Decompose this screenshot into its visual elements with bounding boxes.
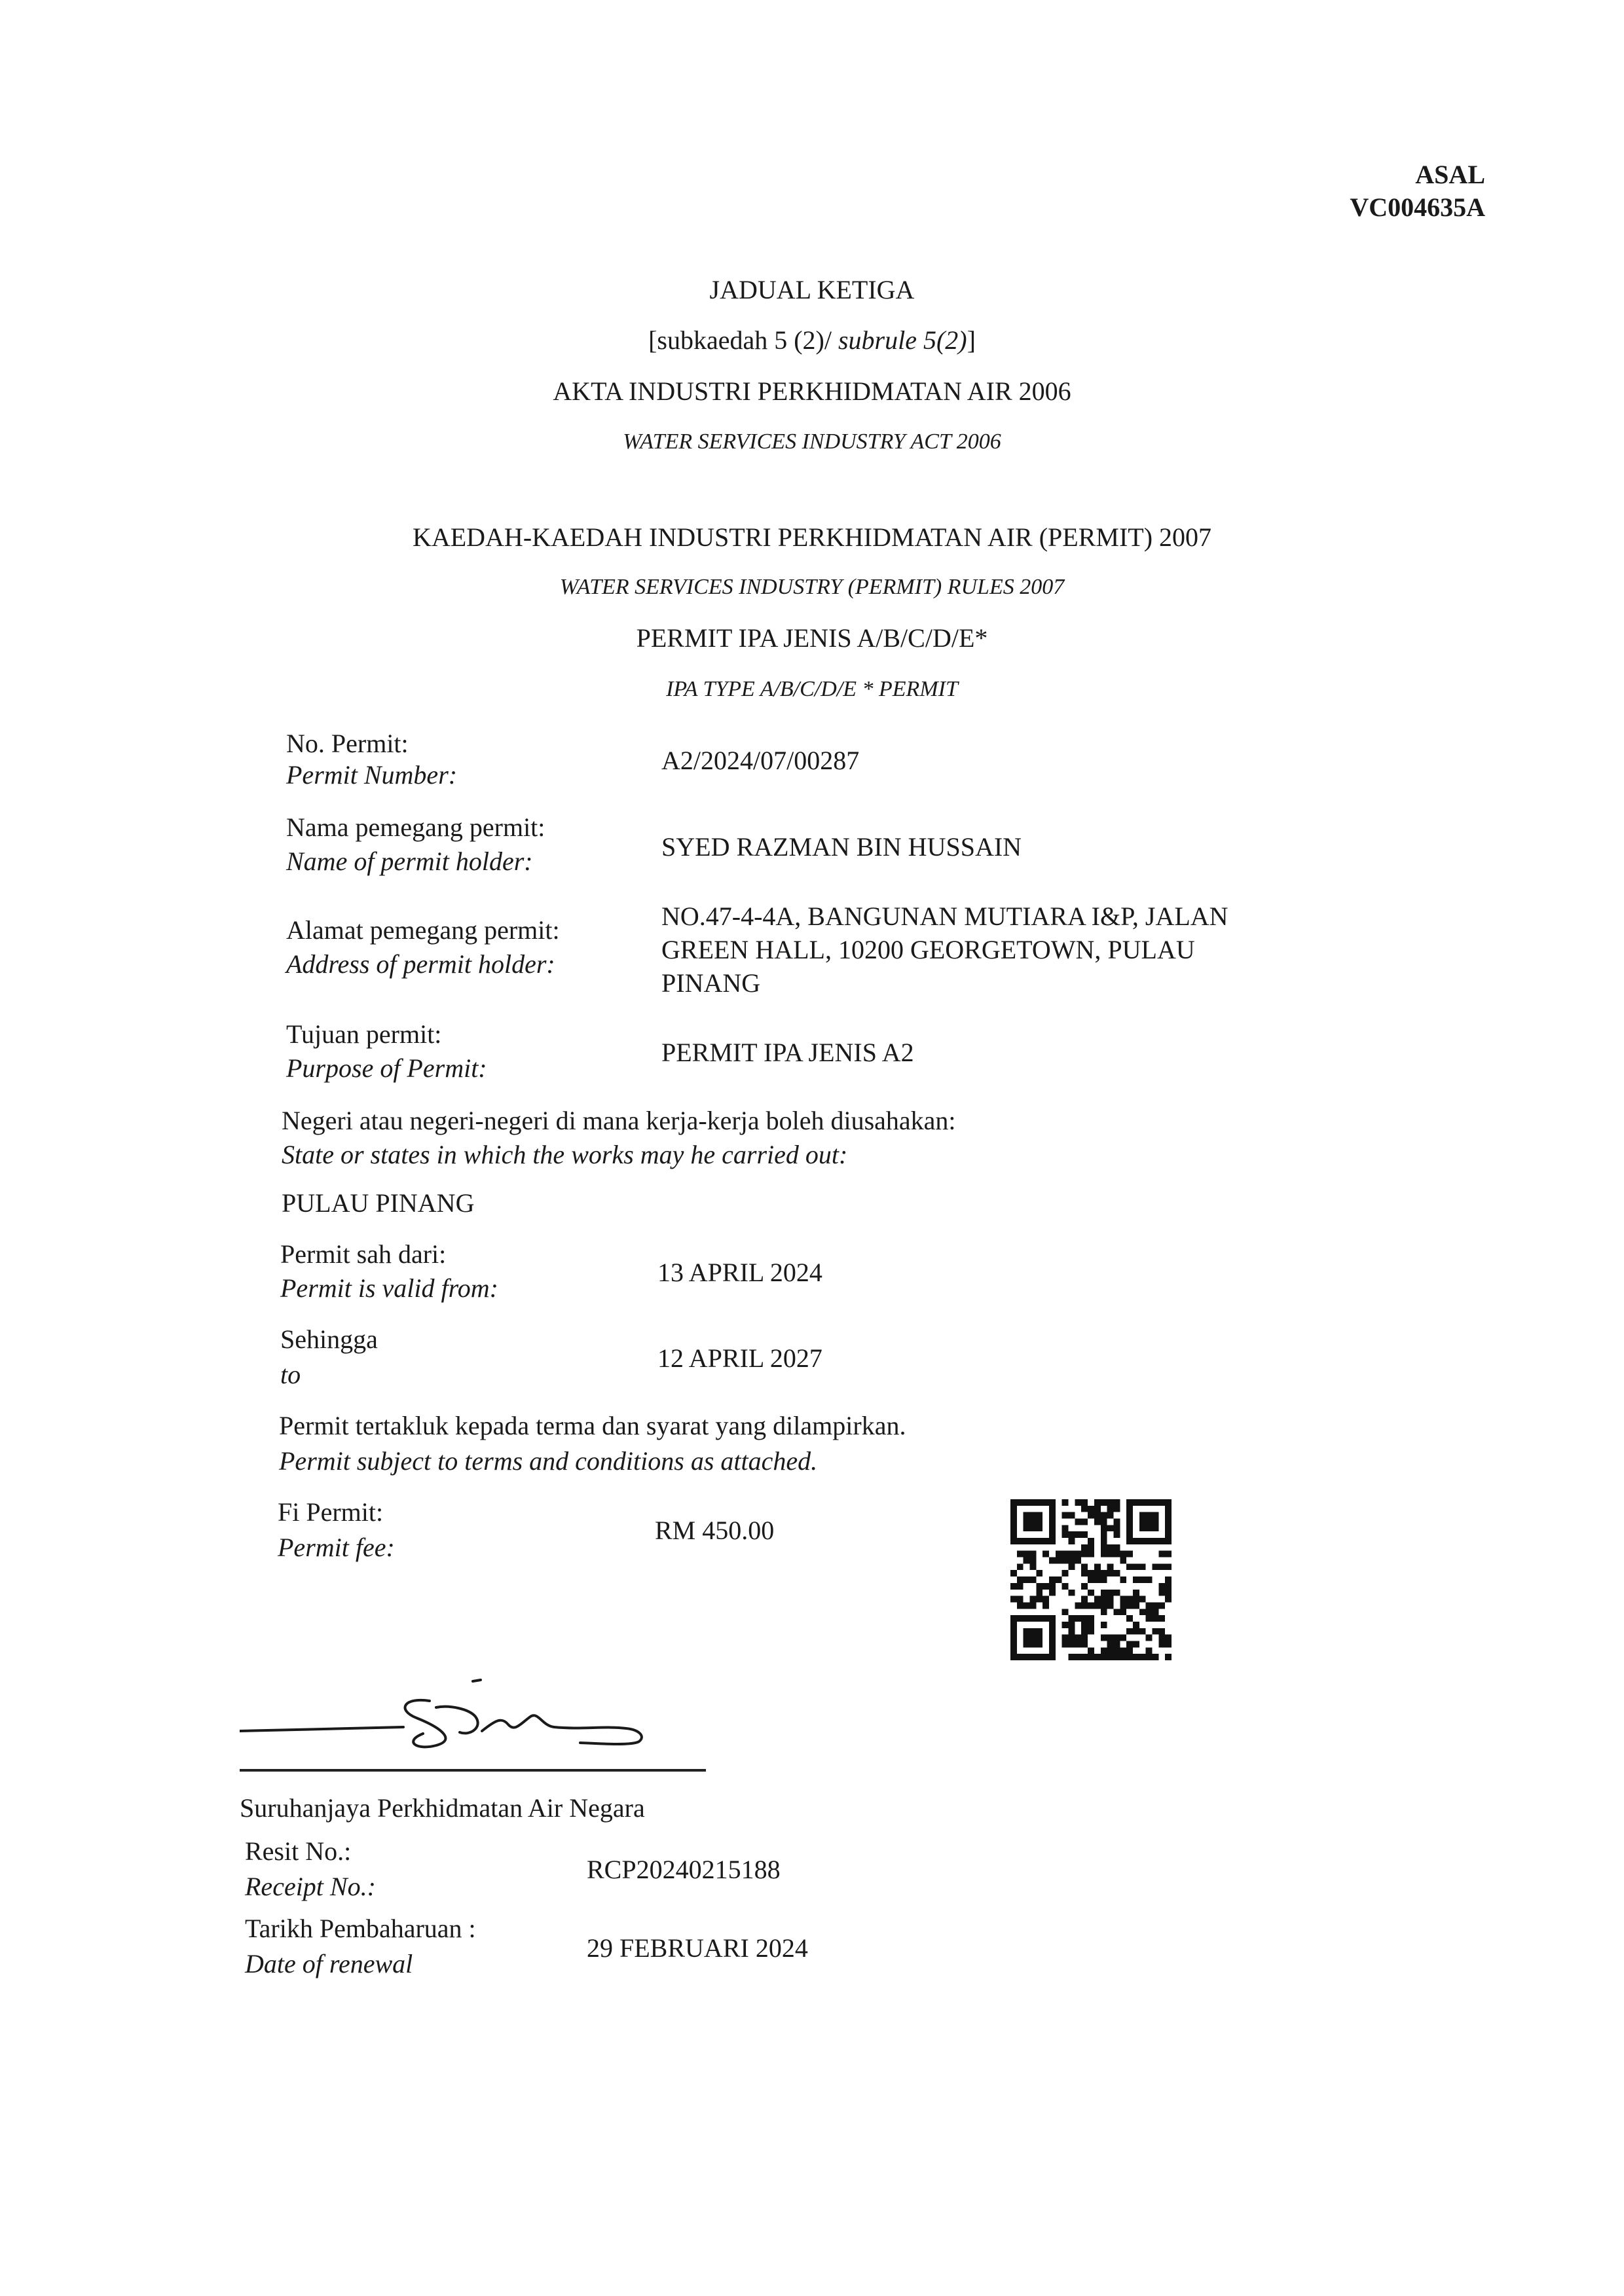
states-value: PULAU PINANG	[282, 1188, 475, 1218]
holder-name-label-en: Name of permit holder:	[286, 847, 533, 876]
conditions-ms: Permit tertakluk kepada terma dan syarat yang dilampirkan.	[279, 1411, 906, 1440]
receipt-label-en: Receipt No.:	[245, 1872, 376, 1901]
purpose-value: PERMIT IPA JENIS A2	[661, 1038, 914, 1067]
states-label-ms: Negeri atau negeri-negeri di mana kerja-kerja boleh diusahakan:	[282, 1106, 956, 1135]
schedule-title: JADUAL KETIGA	[709, 275, 915, 304]
holder-address-label-ms: Alamat pemegang permit:	[286, 915, 560, 945]
holder-name-label-ms: Nama pemegang permit:	[286, 812, 545, 842]
permit-type-en: IPA TYPE A/B/C/D/E * PERMIT	[666, 677, 958, 701]
renewal-label-ms: Tarikh Pembaharuan :	[245, 1914, 476, 1943]
holder-address-line-2: GREEN HALL, 10200 GEORGETOWN, PULAU	[661, 935, 1195, 964]
valid-to-label-ms: Sehingga	[280, 1324, 378, 1354]
fee-label-en: Permit fee:	[278, 1533, 395, 1562]
holder-name-value: SYED RAZMAN BIN HUSSAIN	[661, 832, 1022, 862]
act-title-en: WATER SERVICES INDUSTRY ACT 2006	[623, 429, 1001, 454]
permit-type-ms: PERMIT IPA JENIS A/B/C/D/E*	[636, 623, 988, 653]
permit-number-label-en: Permit Number:	[286, 760, 458, 790]
renewal-value: 29 FEBRUARI 2024	[587, 1933, 808, 1963]
permit-number-value: A2/2024/07/00287	[661, 746, 860, 775]
states-label-en: State or states in which the works may he carried out:	[282, 1140, 848, 1169]
valid-to-label-en: to	[280, 1360, 301, 1389]
permit-number-label-ms: No. Permit:	[286, 729, 409, 758]
valid-to-value: 12 APRIL 2027	[657, 1343, 822, 1373]
signature-line	[240, 1769, 706, 1772]
issuer-name: Suruhanjaya Perkhidmatan Air Negara	[240, 1793, 645, 1823]
subrule-reference	[0, 324, 1624, 357]
purpose-label-ms: Tujuan permit:	[286, 1019, 442, 1049]
copy-label: ASAL	[1415, 160, 1485, 189]
valid-from-label-ms: Permit sah dari:	[280, 1239, 447, 1269]
renewal-label-en: Date of renewal	[245, 1949, 413, 1978]
holder-address-label-en: Address of permit holder:	[286, 949, 555, 979]
receipt-value: RCP20240215188	[587, 1855, 781, 1884]
valid-from-label-en: Permit is valid from:	[280, 1273, 498, 1303]
qr-code-icon	[1010, 1499, 1172, 1660]
signature-icon	[240, 1668, 698, 1753]
subrule-close: ]	[967, 325, 976, 355]
holder-address-line-1: NO.47-4-4A, BANGUNAN MUTIARA I&P, JALAN	[661, 902, 1228, 931]
rules-title-ms: KAEDAH-KAEDAH INDUSTRI PERKHIDMATAN AIR (PERMIT) 2007	[412, 522, 1212, 552]
act-title-ms: AKTA INDUSTRI PERKHIDMATAN AIR 2006	[553, 376, 1071, 406]
subrule-en: subrule 5(2)	[838, 325, 967, 355]
receipt-label-ms: Resit No.:	[245, 1836, 352, 1866]
valid-from-value: 13 APRIL 2024	[657, 1258, 822, 1287]
subrule-ms: [subkaedah 5 (2)/	[648, 325, 838, 355]
fee-label-ms: Fi Permit:	[278, 1497, 384, 1527]
conditions-en: Permit subject to terms and conditions as attached.	[279, 1446, 818, 1476]
rules-title-en: WATER SERVICES INDUSTRY (PERMIT) RULES 2007	[559, 575, 1065, 599]
fee-value: RM 450.00	[655, 1516, 775, 1545]
serial-number: VC004635A	[1350, 192, 1485, 222]
purpose-label-en: Purpose of Permit:	[286, 1053, 487, 1083]
holder-address-line-3: PINANG	[661, 968, 761, 998]
